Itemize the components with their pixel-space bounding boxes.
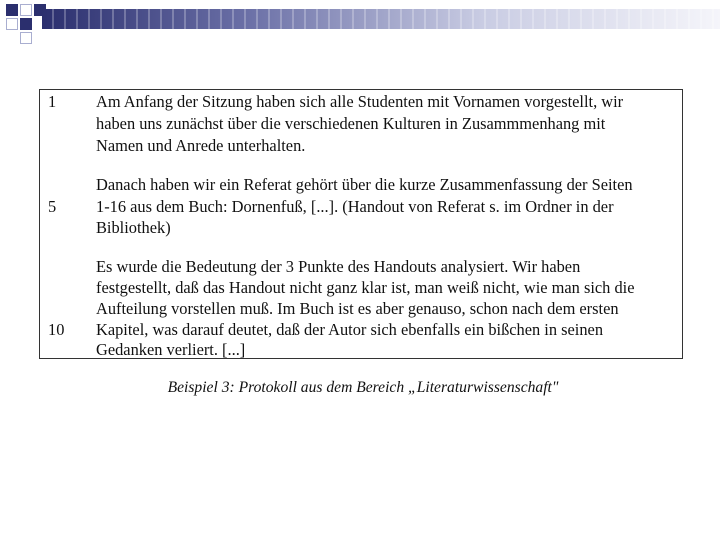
header-gradient-stripes [42,9,720,29]
line-text: Am Anfang der Sitzung haben sich alle Studenten mit Vornamen vorgestellt, wir [96,92,624,111]
excerpt-line [40,174,684,195]
excerpt-line [40,277,684,298]
excerpt-line [40,298,684,319]
line-number: 1 [48,92,57,111]
line-text: Namen und Anrede unterhalten. [96,136,306,155]
corner-square-light [20,32,32,44]
corner-square-light [6,18,18,30]
excerpt-line [40,135,684,156]
line-text: Danach haben wir ein Referat gehört über die kurze Zusammenfassung der Seiten [96,175,633,194]
line-text: 1-16 aus dem Buch: Dornenfuß, [...]. (Handout von Referat s. im Ordner in der [96,197,614,216]
line-text: Gedanken verliert. [...] [96,340,246,359]
protocol-excerpt-box [39,89,683,359]
corner-square-light [20,4,32,16]
corner-square-dark [20,18,32,30]
line-text: festgestellt, daß das Handout nicht ganz klar ist, man weiß nicht, wie man sich die [96,278,635,297]
excerpt-line [40,256,684,277]
excerpt-line [40,113,684,134]
line-number: 10 [48,320,65,339]
excerpt-line [40,91,684,112]
line-text: Bibliothek) [96,218,171,237]
excerpt-line [40,196,684,217]
figure-caption: Beispiel 3: Protokoll aus dem Bereich „Literaturwissenschaft" [167,379,559,396]
line-text: Es wurde die Bedeutung der 3 Punkte des Handouts analysiert. Wir haben [96,257,581,276]
line-text: Kapitel, was darauf deutet, daß der Autor sich ebenfalls ein bißchen in seinen [96,320,604,339]
excerpt-line [40,319,684,340]
line-text: haben uns zunächst über die verschiedenen Kulturen in Zusammmenhang mit [96,114,606,133]
line-text: Aufteilung vorstellen muß. Im Buch ist es aber genauso, schon nach dem ersten [96,299,619,318]
excerpt-line [40,339,684,360]
line-number: 5 [48,197,57,216]
corner-square-dark [6,4,18,16]
excerpt-line [40,217,684,238]
